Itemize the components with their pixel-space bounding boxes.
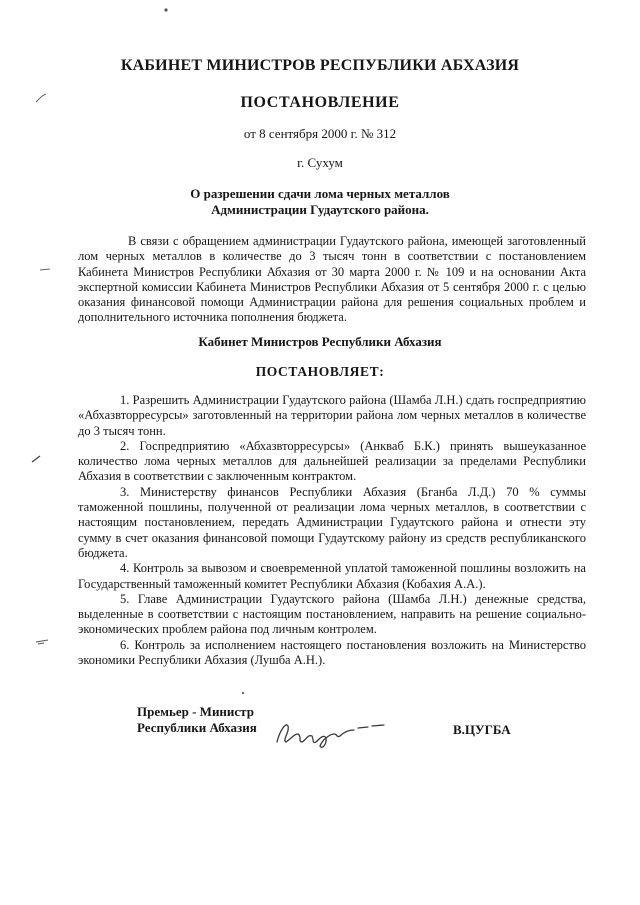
signatory-name: В.ЦУГБА: [453, 722, 511, 737]
resolution-item: 1. Разрешить Администрации Гудаутского района (Шамба Л.Н.) сдать госпредприятию «Абхазвторресурсы» заготовленный на территории района лом черных металлов в количестве до 3 тысяч тонн.: [78, 393, 586, 438]
subject-line-2: Администрации Гудаутского района.: [211, 202, 429, 217]
resolution-item: 4. Контроль за вывозом и своевременной уплатой таможенной пошлины возложить на Государственный таможенный комитет Республики Абхазия (Кобахия А.А.).: [78, 561, 586, 591]
signatory-title-line-2: Республики Абхазия: [137, 720, 257, 735]
resolution-item: 3. Министерству финансов Республики Абхазия (Бганба Л.Д.) 70 % суммы таможенной пошлины, полученной от реализации лома черных металлов, в соответствии с настоящим постановлением, передать Администрации Гудаутского района и отнести эту сумму в счет оказания финансовой помощи Гудаутскому району из средств республиканского бюджета.: [78, 484, 586, 560]
margin-mark: [34, 92, 48, 104]
city-line: г. Сухум: [297, 155, 343, 170]
resolves-heading: ПОСТАНОВЛЯЕТ:: [255, 364, 385, 379]
signatory-title: [137, 704, 257, 736]
resolution-item: 5. Главе Администрации Гудаутского района (Шамба Л.Н.) денежные средства, выделенные в соответствии с настоящим постановлением, направить на решение социально-экономических проблем района под личным контролем.: [78, 591, 586, 637]
issuer-header: КАБИНЕТ МИНИСТРОВ РЕСПУБЛИКИ АБХАЗИЯ: [120, 57, 520, 74]
resolution-items: [78, 393, 586, 668]
date-line: от 8 сентября 2000 г. № 312: [243, 126, 397, 141]
handwritten-signature: [272, 712, 392, 752]
margin-mark: [38, 266, 52, 274]
scan-speck: [240, 690, 246, 696]
resolution-item: 6. Контроль за исполнением настоящего постановления возложить на Министерство экономики Республики Абхазия (Лушба А.Н.).: [78, 637, 586, 668]
preamble-paragraph: В связи с обращением администрации Гудаутского района, имеющей заготовленный лом черных металлов в количестве до 3 тысяч тонн в соответствии с постановлением Кабинета Министров Республики Абхазия от 30 марта 2000 г. № 109 и на основании Акта экспертной комиссии Кабинета Министров Республики Абхазия от 5 сентября 2000 г. с целью оказания финансовой помощи Администрации района для решения социальных проблем и дополнительного источника пополнения бюджета.: [78, 234, 586, 325]
document-type: ПОСТАНОВЛЕНИЕ: [240, 94, 400, 111]
signatory-title-line-1: Премьер - Министр: [137, 704, 254, 719]
resolution-item: 2. Госпредприятию «Абхазвторресурсы» (Анкваб Б.К.) принять вышеуказанное количество лома черных металлов для дальнейшей реализации за пределами Республики Абхазия в соответствии с заключенным контрактом.: [78, 438, 586, 484]
margin-mark: [30, 454, 42, 464]
subject-heading: [0, 186, 640, 218]
margin-mark: [34, 636, 50, 646]
scan-speck: [162, 6, 170, 14]
cabinet-line: Кабинет Министров Республики Абхазия: [198, 334, 442, 349]
subject-line-1: О разрешении сдачи лома черных металлов: [190, 186, 450, 201]
